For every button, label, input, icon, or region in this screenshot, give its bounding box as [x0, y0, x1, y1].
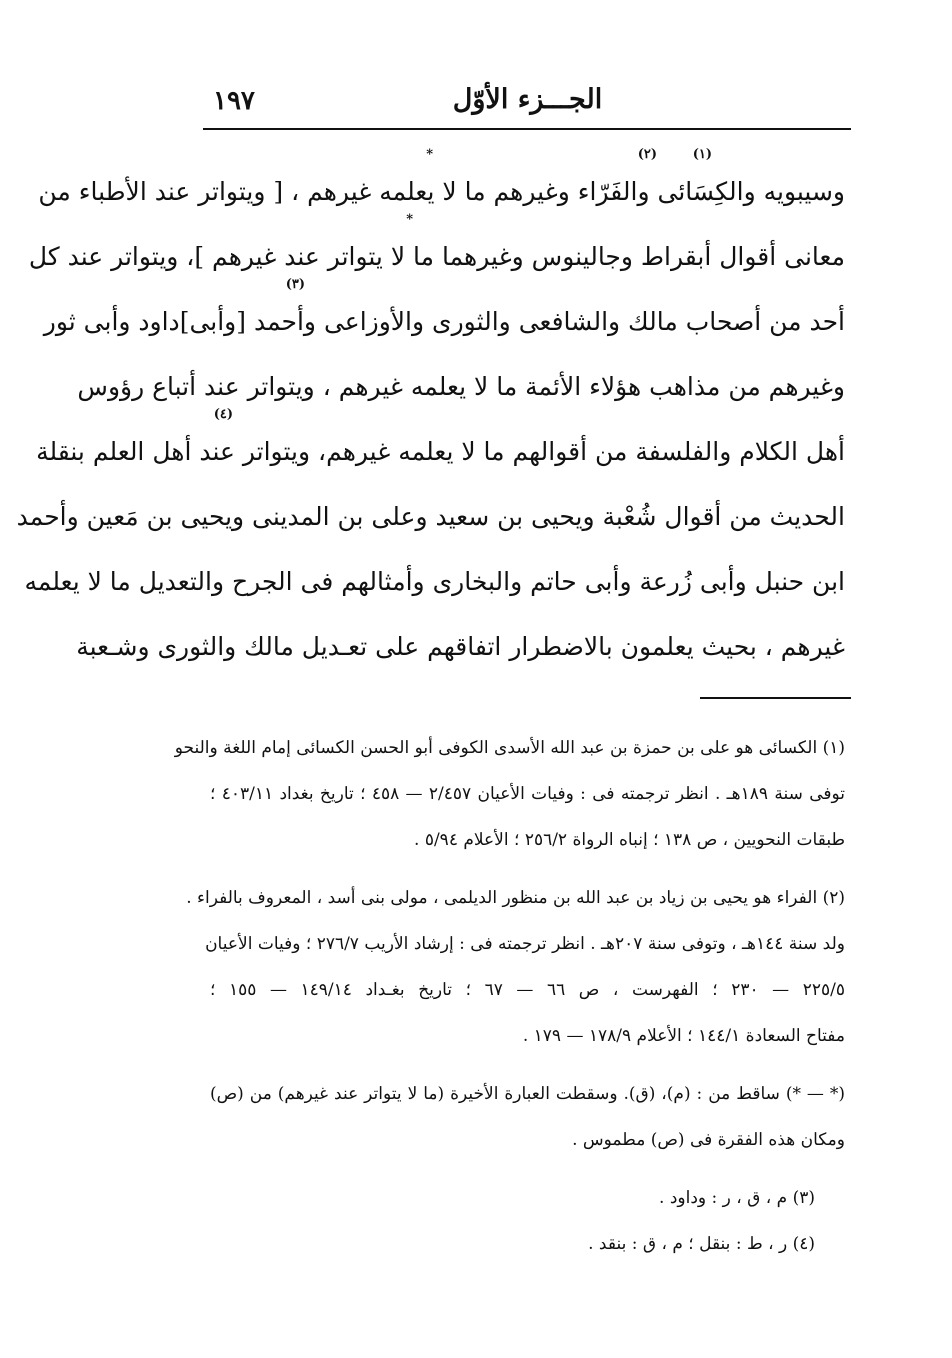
- text-line: الحديث من أقوال شُعْبة ويحيى بن سعيد وعلى بن المدينى ويحيى بن مَعين وأحمد: [16, 502, 845, 531]
- footnote-mark-2: (٢): [637, 147, 657, 162]
- text-line-7: [24, 552, 845, 617]
- footnote-line: ولد سنة ١٤٤هـ ، وتوفى سنة ٢٠٧هـ . انظر ترجمته فى : إرشاد الأريب ٢٧٦/٧ ؛ وفيات الأعيان: [205, 934, 845, 954]
- footnote-1: [174, 728, 845, 866]
- footnote-line: توفى سنة ١٨٩هـ . انظر ترجمته فى : وفيات الأعيان ٢/٤٥٧ — ٤٥٨ ؛ تاريخ بغداد ٤٠٣/١١ ؛: [210, 784, 845, 804]
- text-line-5: [36, 407, 845, 487]
- running-title: الجـــزء الأوّل: [452, 84, 603, 115]
- page-number: ١٩٧: [213, 86, 255, 116]
- footnote-2: [186, 878, 845, 1062]
- text-line-8: [76, 617, 845, 682]
- footnote-mark-1: (١): [692, 147, 712, 162]
- page-header: [205, 82, 850, 124]
- footnote-line: (* — *) ساقط من : (م)، (ق). وسقطت العبارة الأخيرة (ما لا يتواتر عند غيرهم) من (ص): [210, 1084, 845, 1104]
- text-line-4: [77, 357, 845, 422]
- text-line: معانى أقوال أبقراط وجالينوس وغيرهما ما لا يتواتر عند غيرهم ]، ويتواتر عند كل: [28, 242, 845, 271]
- text-line: أحد من أصحاب مالك والشافعى والثورى والأوزاعى وأحمد [وأبى]داود وأبى ثور: [43, 307, 845, 336]
- text-line-1: [38, 147, 845, 227]
- text-line-6: [16, 487, 845, 552]
- star-mark-close: *: [406, 212, 413, 227]
- footnote-line: (٢) الفراء هو يحيى بن زياد بن عبد الله بن منظور الديلمى ، مولى بنى أسد ، المعروف بالفراء .: [186, 888, 845, 908]
- footnote-mark-3: (٣): [285, 277, 305, 292]
- star-mark-open: *: [426, 147, 433, 162]
- footnote-line: مفتاح السعادة ١٤٤/١ ؛ الأعلام ١٧٨/٩ — ١٧٩ .: [522, 1026, 845, 1046]
- footnote-line: ٢٢٥/٥ — ٢٣٠ ؛ الفهرست ، ص ٦٦ — ٦٧ ؛ تاريخ بغـداد ١٤٩/١٤ — ١٥٥ ؛: [210, 980, 845, 1000]
- footnote-line: (٤) ر ، ط : بنقل ؛ م ، ق : بنقد .: [588, 1234, 815, 1254]
- footnote-line: ومكان هذه الفقرة فى (ص) مطموس .: [572, 1130, 845, 1150]
- text-line: غيرهم ، بحيث يعلمون بالاضطرار اتفاقهم على تعـديل مالك والثورى وشـعبة: [76, 632, 845, 661]
- footnote-4: [210, 1224, 845, 1270]
- text-line-3: [43, 277, 845, 357]
- footnote-line: طبقات النحويين ، ص ١٣٨ ؛ إنباه الرواة ٢٥٦/٢ ؛ الأعلام ٥/٩٤ .: [414, 830, 845, 850]
- footnote-mark-4: (٤): [213, 407, 233, 422]
- footnote-line: (٣) م ، ق ، ر : وداود .: [659, 1188, 815, 1208]
- text-line-2: [28, 212, 845, 292]
- main-text: [16, 147, 845, 682]
- text-line: وسيبويه والكِسَائى والفَرّاء وغيرهم ما لا يعلمه غيرهم ، [ ويتواتر عند الأطباء من: [38, 177, 845, 206]
- text-line: وغيرهم من مذاهب هؤلاء الأئمة ما لا يعلمه غيرهم ، ويتواتر عند أتباع رؤوس: [77, 372, 845, 401]
- footnote-star: [210, 1074, 845, 1166]
- footnote-line: (١) الكسائى هو على بن حمزة بن عبد الله الأسدى الكوفى أبو الحسن الكسائى إمام اللغة والنحو: [174, 738, 845, 758]
- footnote-separator: [700, 697, 851, 699]
- text-line: أهل الكلام والفلسفة من أقوالهم ما لا يعلمه غيرهم، ويتواتر عند أهل العلم بنقلة: [36, 437, 845, 466]
- footnotes: [174, 728, 845, 1270]
- text-line: ابن حنبل وأبى زُرعة وأبى حاتم والبخارى وأمثالهم فى الجرح والتعديل ما لا يعلمه: [24, 567, 845, 596]
- footnote-3: [210, 1178, 845, 1224]
- header-rule: [203, 128, 851, 130]
